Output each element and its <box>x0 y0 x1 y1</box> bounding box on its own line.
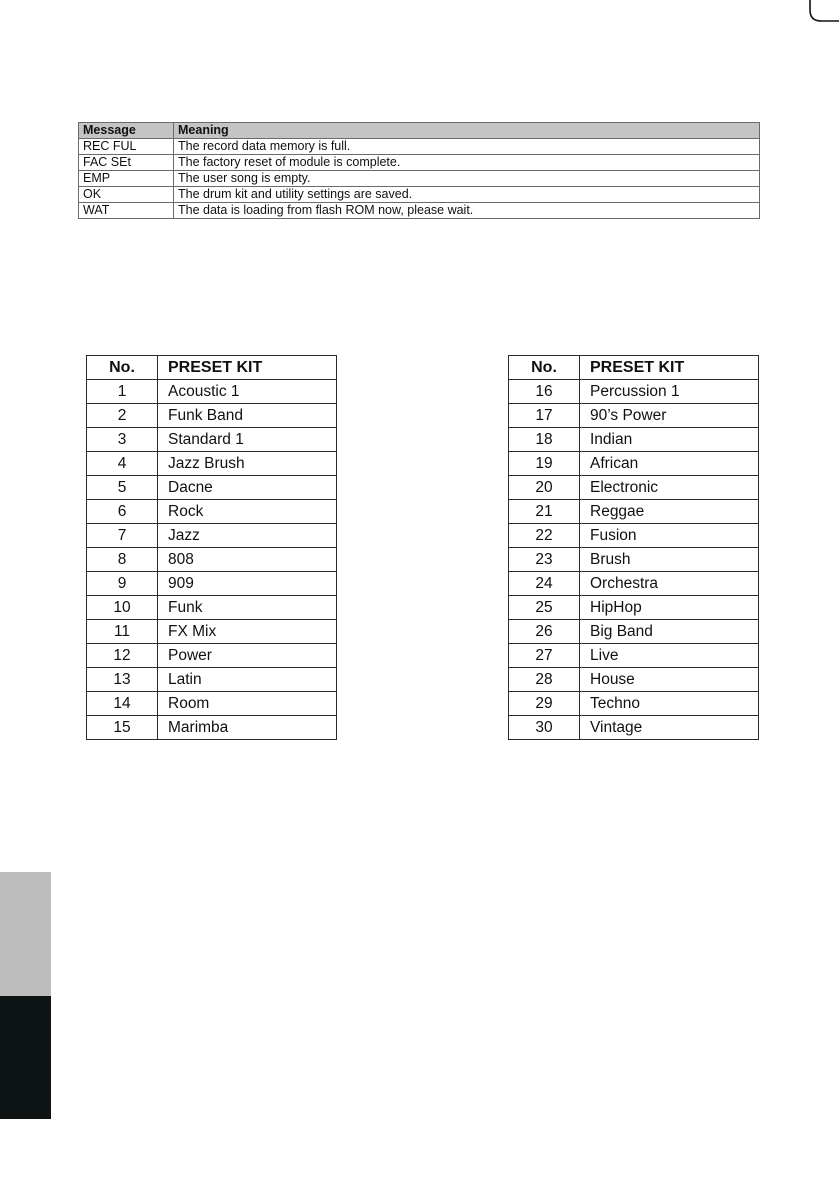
kit-number: 1 <box>87 380 158 404</box>
kit-name: 90’s Power <box>580 404 759 428</box>
kit-name: Jazz <box>158 524 337 548</box>
kit-number: 9 <box>87 572 158 596</box>
kit-number: 20 <box>509 476 580 500</box>
table-row <box>509 476 759 500</box>
message-table <box>78 122 760 219</box>
kit-number: 10 <box>87 596 158 620</box>
table-row <box>87 524 337 548</box>
kit-name: Dacne <box>158 476 337 500</box>
kit-number: 27 <box>509 644 580 668</box>
message-code: FAC SEt <box>79 155 174 171</box>
kit-number: 11 <box>87 620 158 644</box>
kit-name: Indian <box>580 428 759 452</box>
kit-name: Acoustic 1 <box>158 380 337 404</box>
table-row <box>509 716 759 740</box>
kit-number: 2 <box>87 404 158 428</box>
table-row <box>87 572 337 596</box>
kit-name: Power <box>158 644 337 668</box>
kit-number: 23 <box>509 548 580 572</box>
kit-number: 30 <box>509 716 580 740</box>
kit-number: 13 <box>87 668 158 692</box>
table-row <box>87 476 337 500</box>
preset-kit-table-right <box>508 355 759 740</box>
kit-number: 17 <box>509 404 580 428</box>
message-code: EMP <box>79 171 174 187</box>
kit-table-header <box>87 356 337 380</box>
table-row <box>87 500 337 524</box>
kit-table-header <box>509 356 759 380</box>
kit-number: 12 <box>87 644 158 668</box>
crop-mark-icon <box>809 0 839 34</box>
kit-number: 4 <box>87 452 158 476</box>
kit-number: 3 <box>87 428 158 452</box>
table-row <box>87 620 337 644</box>
table-row <box>87 716 337 740</box>
kit-number: 5 <box>87 476 158 500</box>
table-row <box>87 668 337 692</box>
kit-number: 7 <box>87 524 158 548</box>
kit-name: Big Band <box>580 620 759 644</box>
kit-name: Live <box>580 644 759 668</box>
kit-name: Electronic <box>580 476 759 500</box>
kit-name: Standard 1 <box>158 428 337 452</box>
table-row <box>509 524 759 548</box>
kit-number: 6 <box>87 500 158 524</box>
kit-name: Rock <box>158 500 337 524</box>
table-row <box>79 155 760 171</box>
kit-number: 25 <box>509 596 580 620</box>
side-tab-black <box>0 996 51 1119</box>
kit-number: 28 <box>509 668 580 692</box>
kit-number: 18 <box>509 428 580 452</box>
kit-name: Vintage <box>580 716 759 740</box>
table-row <box>509 380 759 404</box>
message-code: WAT <box>79 203 174 219</box>
kit-number: 8 <box>87 548 158 572</box>
table-row <box>87 548 337 572</box>
kit-number: 15 <box>87 716 158 740</box>
kit-name: Fusion <box>580 524 759 548</box>
kit-name: Reggae <box>580 500 759 524</box>
table-row <box>87 452 337 476</box>
table-row <box>509 452 759 476</box>
kit-name: African <box>580 452 759 476</box>
kit-name: FX Mix <box>158 620 337 644</box>
kit-name: Percussion 1 <box>580 380 759 404</box>
table-row <box>509 404 759 428</box>
side-tab-grey <box>0 872 51 996</box>
kit-name: 808 <box>158 548 337 572</box>
preset-kit-header: PRESET KIT <box>580 356 759 380</box>
kit-number: 29 <box>509 692 580 716</box>
table-row <box>79 171 760 187</box>
table-row <box>87 644 337 668</box>
kit-number: 24 <box>509 572 580 596</box>
kit-name: HipHop <box>580 596 759 620</box>
kit-name: Funk <box>158 596 337 620</box>
table-row <box>509 596 759 620</box>
meaning-header: Meaning <box>174 123 760 139</box>
kit-name: Jazz Brush <box>158 452 337 476</box>
message-meaning: The drum kit and utility settings are saved. <box>174 187 760 203</box>
table-row <box>87 380 337 404</box>
table-row <box>87 596 337 620</box>
kit-name: Brush <box>580 548 759 572</box>
message-meaning: The user song is empty. <box>174 171 760 187</box>
kit-name: House <box>580 668 759 692</box>
preset-kit-header: PRESET KIT <box>158 356 337 380</box>
table-row <box>509 500 759 524</box>
table-row <box>79 187 760 203</box>
kit-number: 22 <box>509 524 580 548</box>
kit-name: Funk Band <box>158 404 337 428</box>
table-row <box>79 139 760 155</box>
preset-kit-table-left <box>86 355 337 740</box>
table-row <box>87 404 337 428</box>
message-table-header <box>79 123 760 139</box>
kit-name: Latin <box>158 668 337 692</box>
message-meaning: The factory reset of module is complete. <box>174 155 760 171</box>
kit-name: Marimba <box>158 716 337 740</box>
kit-name: 909 <box>158 572 337 596</box>
no-header: No. <box>87 356 158 380</box>
table-row <box>509 572 759 596</box>
message-header: Message <box>79 123 174 139</box>
table-row <box>509 620 759 644</box>
kit-number: 21 <box>509 500 580 524</box>
table-row <box>87 428 337 452</box>
table-row <box>509 428 759 452</box>
table-row <box>509 644 759 668</box>
kit-number: 16 <box>509 380 580 404</box>
table-row <box>509 548 759 572</box>
kit-number: 19 <box>509 452 580 476</box>
table-row <box>509 668 759 692</box>
kit-name: Orchestra <box>580 572 759 596</box>
kit-number: 14 <box>87 692 158 716</box>
table-row <box>87 692 337 716</box>
message-meaning: The data is loading from flash ROM now, please wait. <box>174 203 760 219</box>
message-code: REC FUL <box>79 139 174 155</box>
kit-number: 26 <box>509 620 580 644</box>
table-row <box>509 692 759 716</box>
kit-name: Room <box>158 692 337 716</box>
no-header: No. <box>509 356 580 380</box>
message-code: OK <box>79 187 174 203</box>
table-row <box>79 203 760 219</box>
message-meaning: The record data memory is full. <box>174 139 760 155</box>
kit-name: Techno <box>580 692 759 716</box>
